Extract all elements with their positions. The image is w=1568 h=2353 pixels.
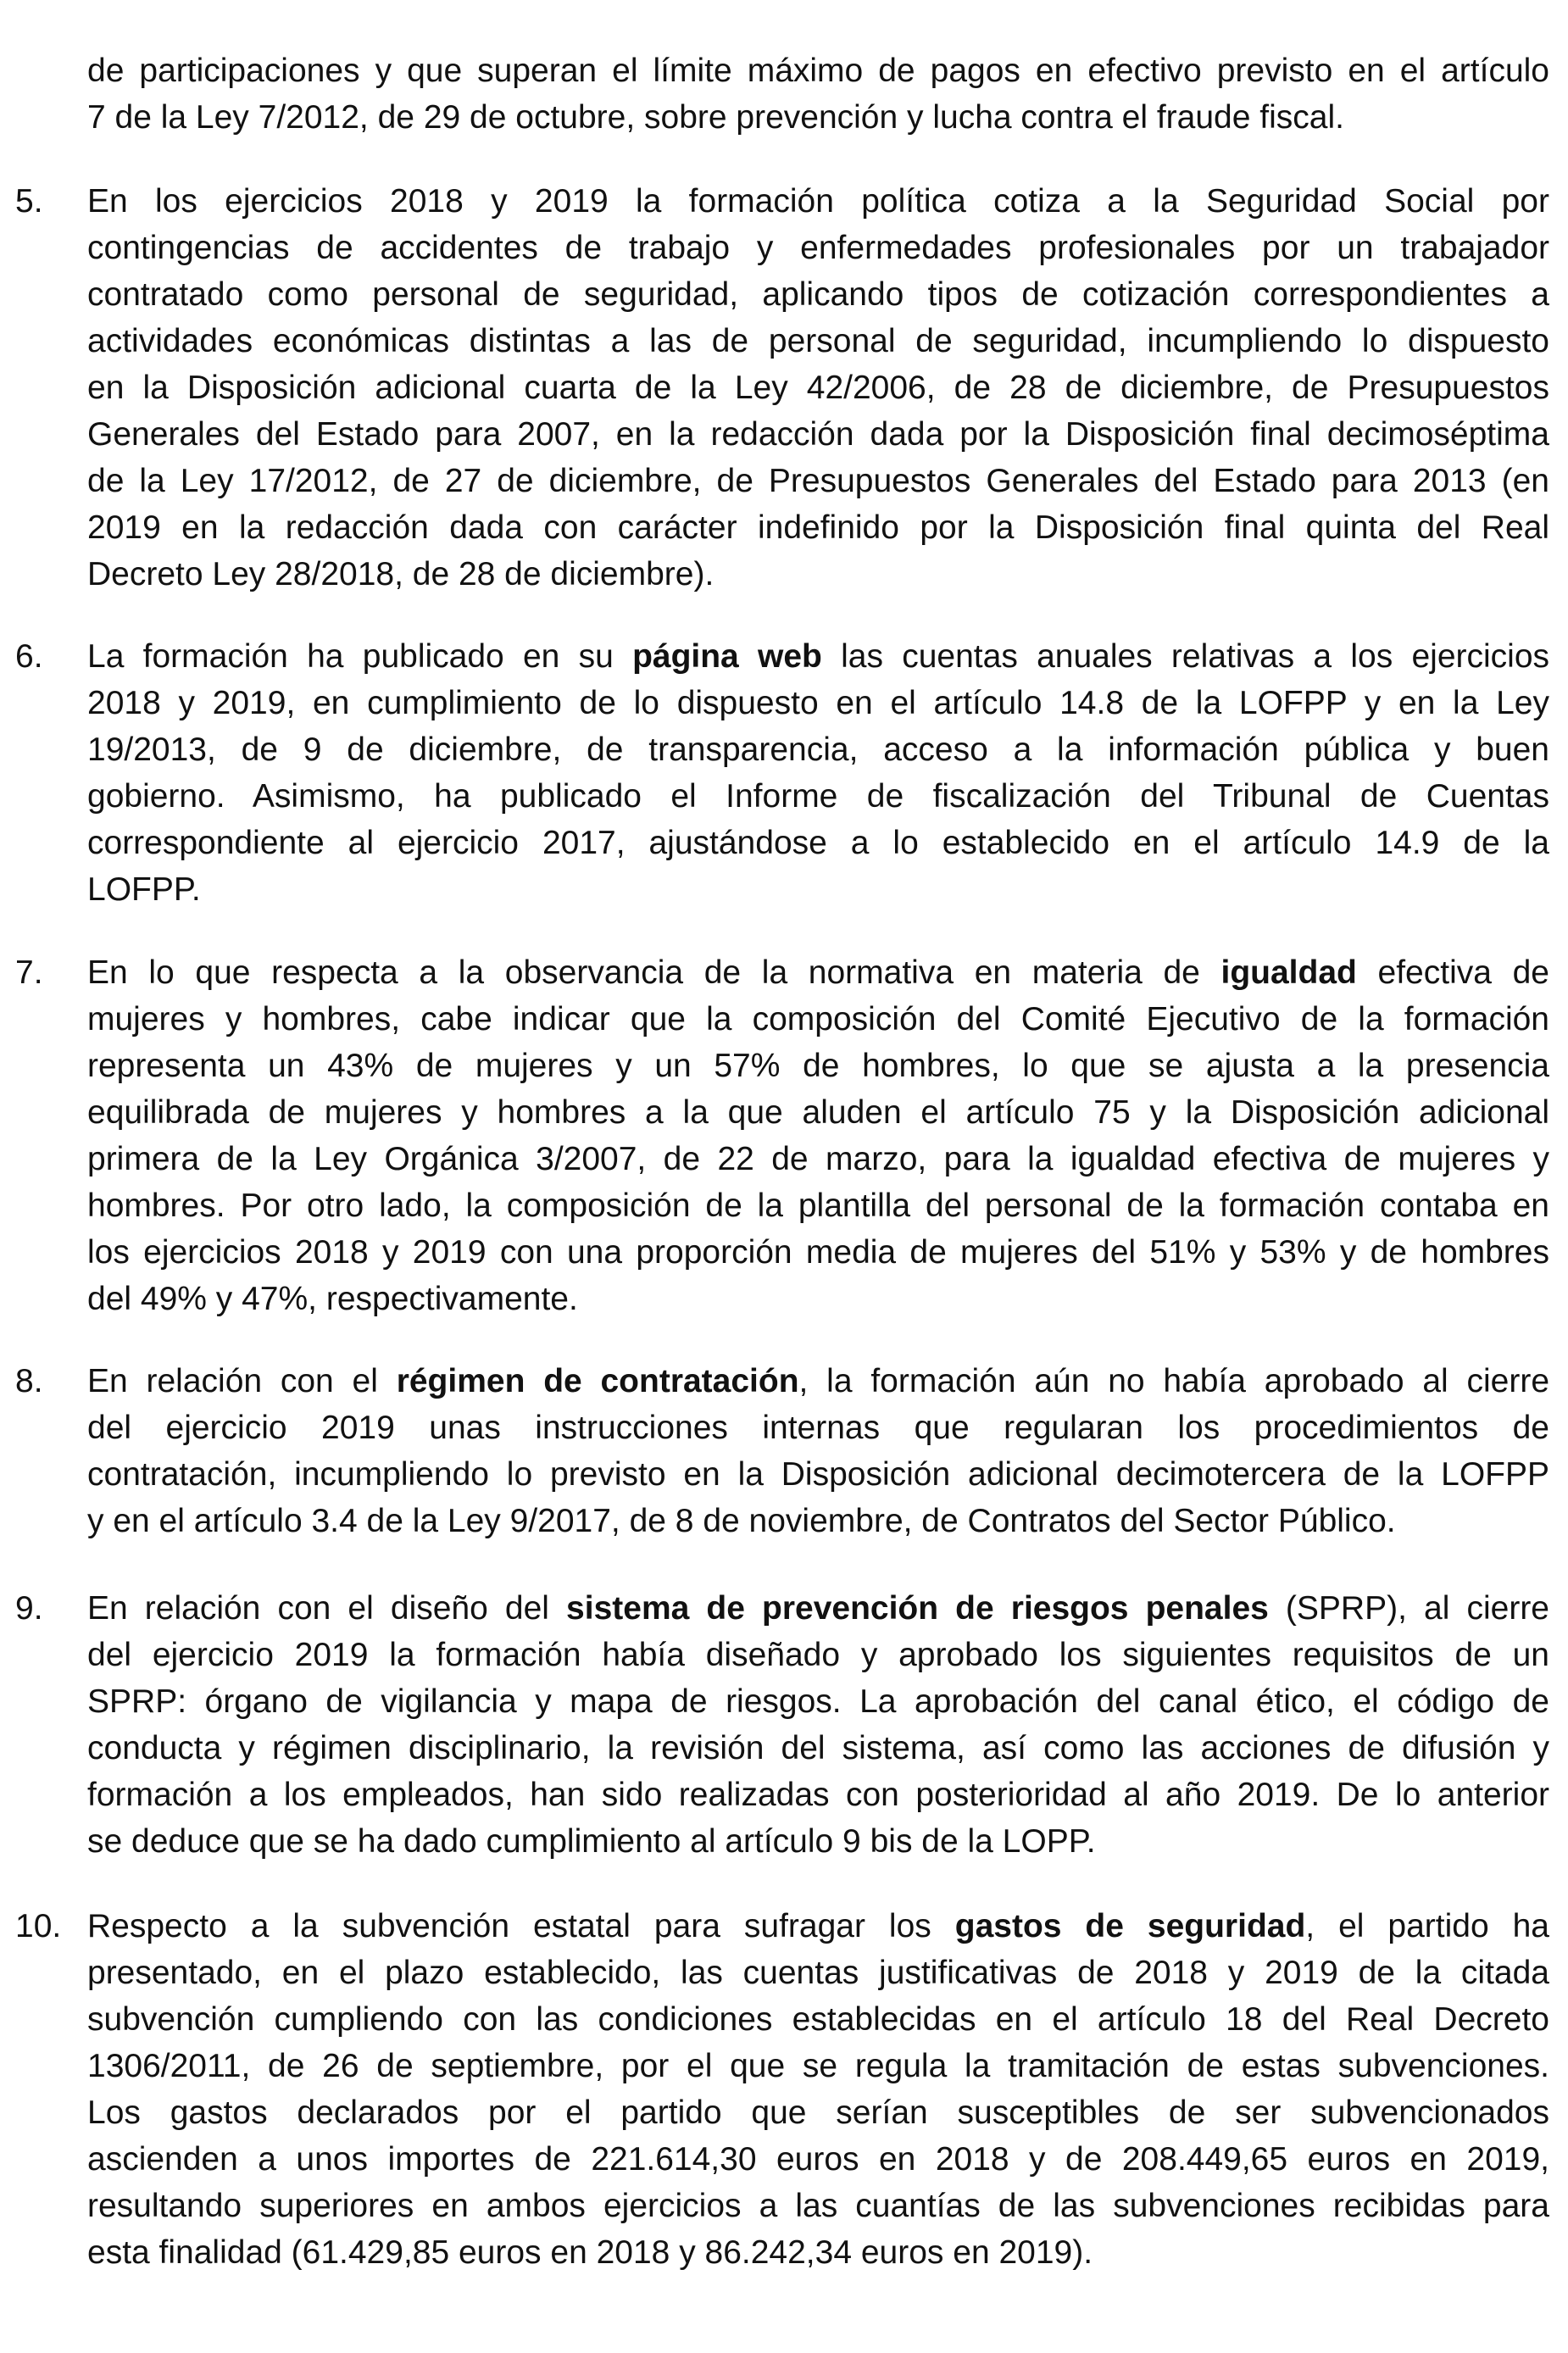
text-line: 19/2013, de 9 de diciembre, de transparencia, acceso a la información pública y buen (87, 731, 1549, 768)
text-line (87, 1358, 1549, 1405)
text-line: en la Disposición adicional cuarta de la Ley 42/2006, de 28 de diciembre, de Presupuestos (87, 370, 1549, 406)
text-segment: Respecto a la subvención estatal para sufragar los (87, 1908, 955, 1944)
text-line: hombres. Por otro lado, la composición de la plantilla del personal de la formación contaba en (87, 1188, 1549, 1224)
bold-keyword: página web (632, 638, 822, 675)
text-line: subvención cumpliendo con las condiciones establecidas en el artículo 18 del Real Decreto (87, 2001, 1549, 2038)
text-line: del ejercicio 2019 unas instrucciones internas que regularan los procedimientos de (87, 1410, 1549, 1446)
text-line: 2019 en la redacción dada con carácter indefinido por la Disposición final quinta del Real (87, 509, 1549, 546)
text-line: gobierno. Asimismo, ha publicado el Informe de fiscalización del Tribunal de Cuentas (87, 778, 1549, 815)
item-8-paragraph (87, 1358, 1549, 1544)
bold-keyword: régimen de contratación (396, 1363, 799, 1399)
text-segment: En lo que respecta a la observancia de la normativa en materia de (87, 954, 1221, 991)
text-line: conducta y régimen disciplinario, la revisión del sistema, así como las acciones de difusión y (87, 1730, 1549, 1766)
item-9-paragraph (87, 1585, 1549, 1865)
text-segment: , el partido ha (1305, 1908, 1550, 1944)
text-line: Generales del Estado para 2007, en la redacción dada por la Disposición final decimoséptima (87, 416, 1549, 453)
text-line: presentado, en el plazo establecido, las cuentas justificativas de 2018 y 2019 de la citada (87, 1955, 1549, 1991)
text-line: SPRP: órgano de vigilancia y mapa de riesgos. La aprobación del canal ético, el código de (87, 1683, 1549, 1720)
text-line: equilibrada de mujeres y hombres a la que aluden el artículo 75 y la Disposición adicional (87, 1094, 1549, 1131)
item-number: 7. (15, 954, 43, 991)
text-line: Los gastos declarados por el partido que serían susceptibles de ser subvencionados (87, 2094, 1549, 2131)
text-line (87, 1903, 1549, 1950)
text-line: de la Ley 17/2012, de 27 de diciembre, de Presupuestos Generales del Estado para 2013 (en (87, 463, 1549, 499)
text-line: Decreto Ley 28/2018, de 28 de diciembre). (87, 556, 714, 592)
text-line: del 49% y 47%, respectivamente. (87, 1281, 578, 1317)
bold-keyword: gastos de seguridad (954, 1908, 1306, 1944)
text-segment: La formación ha publicado en su (87, 638, 633, 675)
text-line: los ejercicios 2018 y 2019 con una proporción media de mujeres del 51% y 53% y de hombres (87, 1234, 1549, 1271)
text-line: contratado como personal de seguridad, aplicando tipos de cotización correspondientes a (87, 276, 1549, 313)
text-line: actividades económicas distintas a las de personal de seguridad, incumpliendo lo dispuesto (87, 323, 1549, 359)
item-number: 5. (15, 183, 43, 220)
text-line (87, 633, 1549, 680)
text-line: esta finalidad (61.429,85 euros en 2018 y 86.242,34 euros en 2019). (87, 2234, 1093, 2271)
text-segment: , la formación aún no había aprobado al cierre (798, 1363, 1550, 1399)
text-line: 1306/2011, de 26 de septiembre, por el que se regula la tramitación de estas subvenciones. (87, 2048, 1549, 2084)
text-segment: (SPRP), al cierre (1268, 1590, 1549, 1627)
text-line: 7 de la Ley 7/2012, de 29 de octubre, sobre prevención y lucha contra el fraude fiscal. (87, 99, 1344, 136)
text-line: resultando superiores en ambos ejercicios a las cuantías de las subvenciones recibidas para (87, 2188, 1549, 2224)
text-line: se deduce que se ha dado cumplimiento al artículo 9 bis de la LOPP. (87, 1823, 1096, 1860)
bold-keyword: igualdad (1220, 954, 1357, 991)
text-segment: las cuentas anuales relativas a los ejercicios (821, 638, 1550, 675)
item-6-paragraph (87, 633, 1549, 913)
item-number: 10. (15, 1908, 62, 1944)
text-line: mujeres y hombres, cabe indicar que la composición del Comité Ejecutivo de la formación (87, 1001, 1549, 1037)
intro-paragraph (87, 47, 1549, 141)
text-segment: En relación con el (87, 1363, 397, 1399)
text-line: de participaciones y que superan el límite máximo de pagos en efectivo previsto en el artículo (87, 53, 1549, 89)
item-7-paragraph (87, 949, 1549, 1322)
item-5-paragraph (87, 178, 1549, 598)
text-line: ascienden a unos importes de 221.614,30 euros en 2018 y de 208.449,65 euros en 2019, (87, 2141, 1549, 2178)
text-line: del ejercicio 2019 la formación había diseñado y aprobado los siguientes requisitos de un (87, 1637, 1549, 1673)
text-line: LOFPP. (87, 871, 201, 908)
text-line: contingencias de accidentes de trabajo y enfermedades profesionales por un trabajador (87, 230, 1549, 266)
text-line: primera de la Ley Orgánica 3/2007, de 22 de marzo, para la igualdad efectiva de mujeres y (87, 1141, 1549, 1177)
text-line: correspondiente al ejercicio 2017, ajustándose a lo establecido en el artículo 14.9 de la (87, 825, 1549, 861)
text-line: formación a los empleados, han sido realizadas con posterioridad al año 2019. De lo anterior (87, 1777, 1549, 1813)
text-line (87, 949, 1549, 996)
text-segment: En relación con el diseño del (87, 1590, 567, 1627)
item-number: 8. (15, 1363, 43, 1399)
text-segment: efectiva de (1356, 954, 1549, 991)
text-line: En los ejercicios 2018 y 2019 la formación política cotiza a la Seguridad Social por (87, 183, 1549, 220)
item-number: 6. (15, 638, 43, 675)
text-line: representa un 43% de mujeres y un 57% de hombres, lo que se ajusta a la presencia (87, 1048, 1549, 1084)
item-10-paragraph (87, 1903, 1549, 2276)
text-line: contratación, incumpliendo lo previsto en la Disposición adicional decimotercera de la LOFPP (87, 1456, 1549, 1493)
item-number: 9. (15, 1590, 43, 1627)
text-line: 2018 y 2019, en cumplimiento de lo dispuesto en el artículo 14.8 de la LOFPP y en la Ley (87, 685, 1549, 721)
text-line (87, 1585, 1549, 1632)
text-line: y en el artículo 3.4 de la Ley 9/2017, de 8 de noviembre, de Contratos del Sector Público. (87, 1503, 1396, 1539)
bold-keyword: sistema de prevención de riesgos penales (566, 1590, 1269, 1627)
